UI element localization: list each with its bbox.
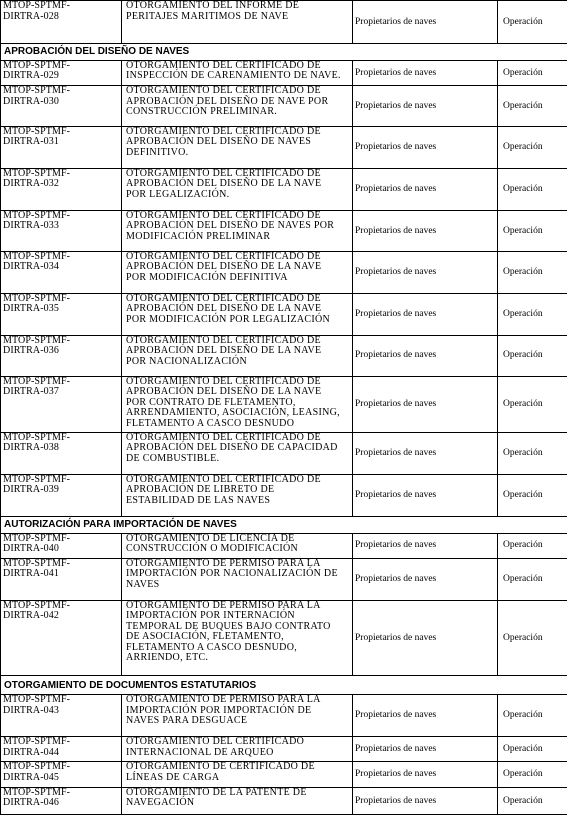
procedure-description: OTORGAMIENTO DEL CERTIFICADO DE INSPECCIÓN DE CARENAMIENTO DE NAVE. [122, 60, 353, 85]
procedure-description: OTORGAMIENTO DEL CERTIFICADO DE APROBACIÓN DEL DISEÑO DE LA NAVE POR MODIFICACIÓN DEFINITIVA [122, 251, 353, 293]
procedure-code: MTOP-SPTMF- DIRTRA-042 [1, 600, 122, 676]
procedure-description: OTORGAMIENTO DEL CERTIFICADO DE APROBACIÓN DEL DISEÑO DE NAVE POR CONSTRUCCIÓN PRELIMINAR. [122, 86, 353, 127]
procedure-type: Operación [498, 533, 567, 558]
procedure-code: MTOP-SPTMF- DIRTRA-034 [1, 251, 122, 293]
procedure-code: MTOP-SPTMF- DIRTRA-040 [1, 533, 122, 558]
procedure-applicant: Propietarios de naves [353, 1, 498, 44]
table-row [1, 210, 567, 251]
procedure-type: Operación [498, 558, 567, 600]
table-row [1, 762, 567, 787]
procedure-description: OTORGAMIENTO DEL CERTIFICADO DE APROBACIÓN DEL DISEÑO DE LA NAVE POR CONTRATO DE FLETAMENTO, ARRENDAMIENTO, ASOCIACIÓN, LEASING, FLETAMENTO A CASCO DESNUDO [122, 376, 353, 432]
procedure-type: Operación [498, 251, 567, 293]
table-row [1, 474, 567, 516]
table-row [1, 168, 567, 210]
procedure-type: Operación [498, 293, 567, 335]
table-row [1, 1, 567, 44]
procedure-code: MTOP-SPTMF- DIRTRA-046 [1, 787, 122, 814]
procedure-applicant: Propietarios de naves [353, 126, 498, 168]
procedure-applicant: Propietarios de naves [353, 168, 498, 210]
procedure-applicant: Propietarios de naves [353, 432, 498, 474]
procedure-code: MTOP-SPTMF- DIRTRA-044 [1, 737, 122, 762]
procedure-description: OTORGAMIENTO DE PERMISO PARA LA IMPORTACIÓN POR NACIONALIZACIÓN DE NAVES [122, 558, 353, 600]
procedure-type: Operación [498, 168, 567, 210]
procedure-type: Operación [498, 737, 567, 762]
procedure-applicant: Propietarios de naves [353, 86, 498, 127]
procedure-type: Operación [498, 335, 567, 376]
procedure-type: Operación [498, 432, 567, 474]
procedure-applicant: Propietarios de naves [353, 787, 498, 814]
procedure-type: Operación [498, 126, 567, 168]
procedure-applicant: Propietarios de naves [353, 251, 498, 293]
section-title: AUTORIZACIÓN PARA IMPORTACIÓN DE NAVES [1, 516, 567, 533]
section-header-row [1, 676, 567, 695]
procedure-description: OTORGAMIENTO DEL CERTIFICADO DE APROBACIÓN DEL DISEÑO DE NAVES POR MODIFICACIÓN PRELIMINAR [122, 210, 353, 251]
section-header-row [1, 516, 567, 533]
section-header-row [1, 44, 567, 61]
procedure-description: OTORGAMIENTO DE PERMISO PARA LA IMPORTACIÓN POR INTERNACIÓN TEMPORAL DE BUQUES BAJO CONTRATO DE ASOCIACIÓN, FLETAMENTO, FLETAMENTO A CASCO DESNUDO, ARRIENDO, ETC. [122, 600, 353, 676]
table-row [1, 558, 567, 600]
procedure-applicant: Propietarios de naves [353, 210, 498, 251]
procedure-applicant: Propietarios de naves [353, 376, 498, 432]
procedure-code: MTOP-SPTMF- DIRTRA-028 [1, 1, 122, 44]
procedure-code: MTOP-SPTMF- DIRTRA-037 [1, 376, 122, 432]
procedure-description: OTORGAMIENTO DE PERMISO PARA LA IMPORTACIÓN POR IMPORTACIÓN DE NAVES PARA DESGUACE [122, 695, 353, 737]
procedure-type: Operación [498, 60, 567, 85]
table-row [1, 293, 567, 335]
procedure-code: MTOP-SPTMF- DIRTRA-039 [1, 474, 122, 516]
table-row [1, 432, 567, 474]
procedure-applicant: Propietarios de naves [353, 600, 498, 676]
procedure-description: OTORGAMIENTO DE LICENCIA DE CONSTRUCCIÓN O MODIFICACIÓN [122, 533, 353, 558]
procedure-code: MTOP-SPTMF- DIRTRA-036 [1, 335, 122, 376]
table-row [1, 86, 567, 127]
table-row [1, 126, 567, 168]
procedure-type: Operación [498, 695, 567, 737]
procedure-applicant: Propietarios de naves [353, 293, 498, 335]
procedure-type: Operación [498, 376, 567, 432]
procedure-type: Operación [498, 210, 567, 251]
procedure-applicant: Propietarios de naves [353, 60, 498, 85]
procedure-description: OTORGAMIENTO DEL CERTIFICADO INTERNACIONAL DE ARQUEO [122, 737, 353, 762]
procedure-code: MTOP-SPTMF- DIRTRA-033 [1, 210, 122, 251]
procedure-type: Operación [498, 86, 567, 127]
procedure-description: OTORGAMIENTO DEL CERTIFICADO DE APROBACIÓN DEL DISEÑO DE NAVES DEFINITIVO. [122, 126, 353, 168]
section-title: OTORGAMIENTO DE DOCUMENTOS ESTATUTARIOS [1, 676, 567, 695]
procedure-type: Operación [498, 1, 567, 44]
procedure-code: MTOP-SPTMF- DIRTRA-043 [1, 695, 122, 737]
table-row [1, 251, 567, 293]
procedure-type: Operación [498, 474, 567, 516]
table-row [1, 695, 567, 737]
procedure-type: Operación [498, 762, 567, 787]
procedures-table-body [1, 1, 567, 815]
procedure-description: OTORGAMIENTO DEL CERTIFICADO DE APROBACIÓN DEL DISEÑO DE LA NAVE POR LEGALIZACIÓN. [122, 168, 353, 210]
procedure-code: MTOP-SPTMF- DIRTRA-029 [1, 60, 122, 85]
procedure-code: MTOP-SPTMF- DIRTRA-041 [1, 558, 122, 600]
section-title: APROBACIÓN DEL DISEÑO DE NAVES [1, 44, 567, 61]
procedure-description: OTORGAMIENTO DEL CERTIFICADO DE APROBACIÓN DEL DISEÑO DE LA NAVE POR MODIFICACIÓN POR LEGALIZACIÓN [122, 293, 353, 335]
procedure-applicant: Propietarios de naves [353, 737, 498, 762]
table-row [1, 787, 567, 814]
procedure-code: MTOP-SPTMF- DIRTRA-031 [1, 126, 122, 168]
procedure-applicant: Propietarios de naves [353, 533, 498, 558]
table-row [1, 737, 567, 762]
procedure-code: MTOP-SPTMF- DIRTRA-038 [1, 432, 122, 474]
procedure-code: MTOP-SPTMF- DIRTRA-032 [1, 168, 122, 210]
procedure-type: Operación [498, 787, 567, 814]
table-row [1, 60, 567, 85]
table-row [1, 533, 567, 558]
procedure-code: MTOP-SPTMF- DIRTRA-045 [1, 762, 122, 787]
procedure-type: Operación [498, 600, 567, 676]
procedure-code: MTOP-SPTMF- DIRTRA-030 [1, 86, 122, 127]
procedure-applicant: Propietarios de naves [353, 474, 498, 516]
procedure-applicant: Propietarios de naves [353, 558, 498, 600]
table-row [1, 335, 567, 376]
procedure-applicant: Propietarios de naves [353, 695, 498, 737]
procedure-description: OTORGAMIENTO DE CERTIFICADO DE LÍNEAS DE CARGA [122, 762, 353, 787]
procedure-code: MTOP-SPTMF- DIRTRA-035 [1, 293, 122, 335]
procedure-description: OTORGAMIENTO DEL CERTIFICADO DE APROBACIÓN DEL DISEÑO DE LA NAVE POR NACIONALIZACIÓN [122, 335, 353, 376]
procedure-applicant: Propietarios de naves [353, 335, 498, 376]
table-row [1, 600, 567, 676]
procedure-description: OTORGAMIENTO DEL CERTIFICADO DE APROBACIÓN DE LIBRETO DE ESTABILIDAD DE LAS NAVES [122, 474, 353, 516]
table-row [1, 376, 567, 432]
procedure-applicant: Propietarios de naves [353, 762, 498, 787]
procedure-description: OTORGAMIENTO DEL CERTIFICADO DE APROBACIÓN DEL DISEÑO DE CAPACIDAD DE COMBUSTIBLE. [122, 432, 353, 474]
procedure-description: OTORGAMIENTO DEL INFORME DE PERITAJES MARITIMOS DE NAVE [122, 1, 353, 44]
procedure-description: OTORGAMIENTO DE LA PATENTE DE NAVEGACIÓN [122, 787, 353, 814]
